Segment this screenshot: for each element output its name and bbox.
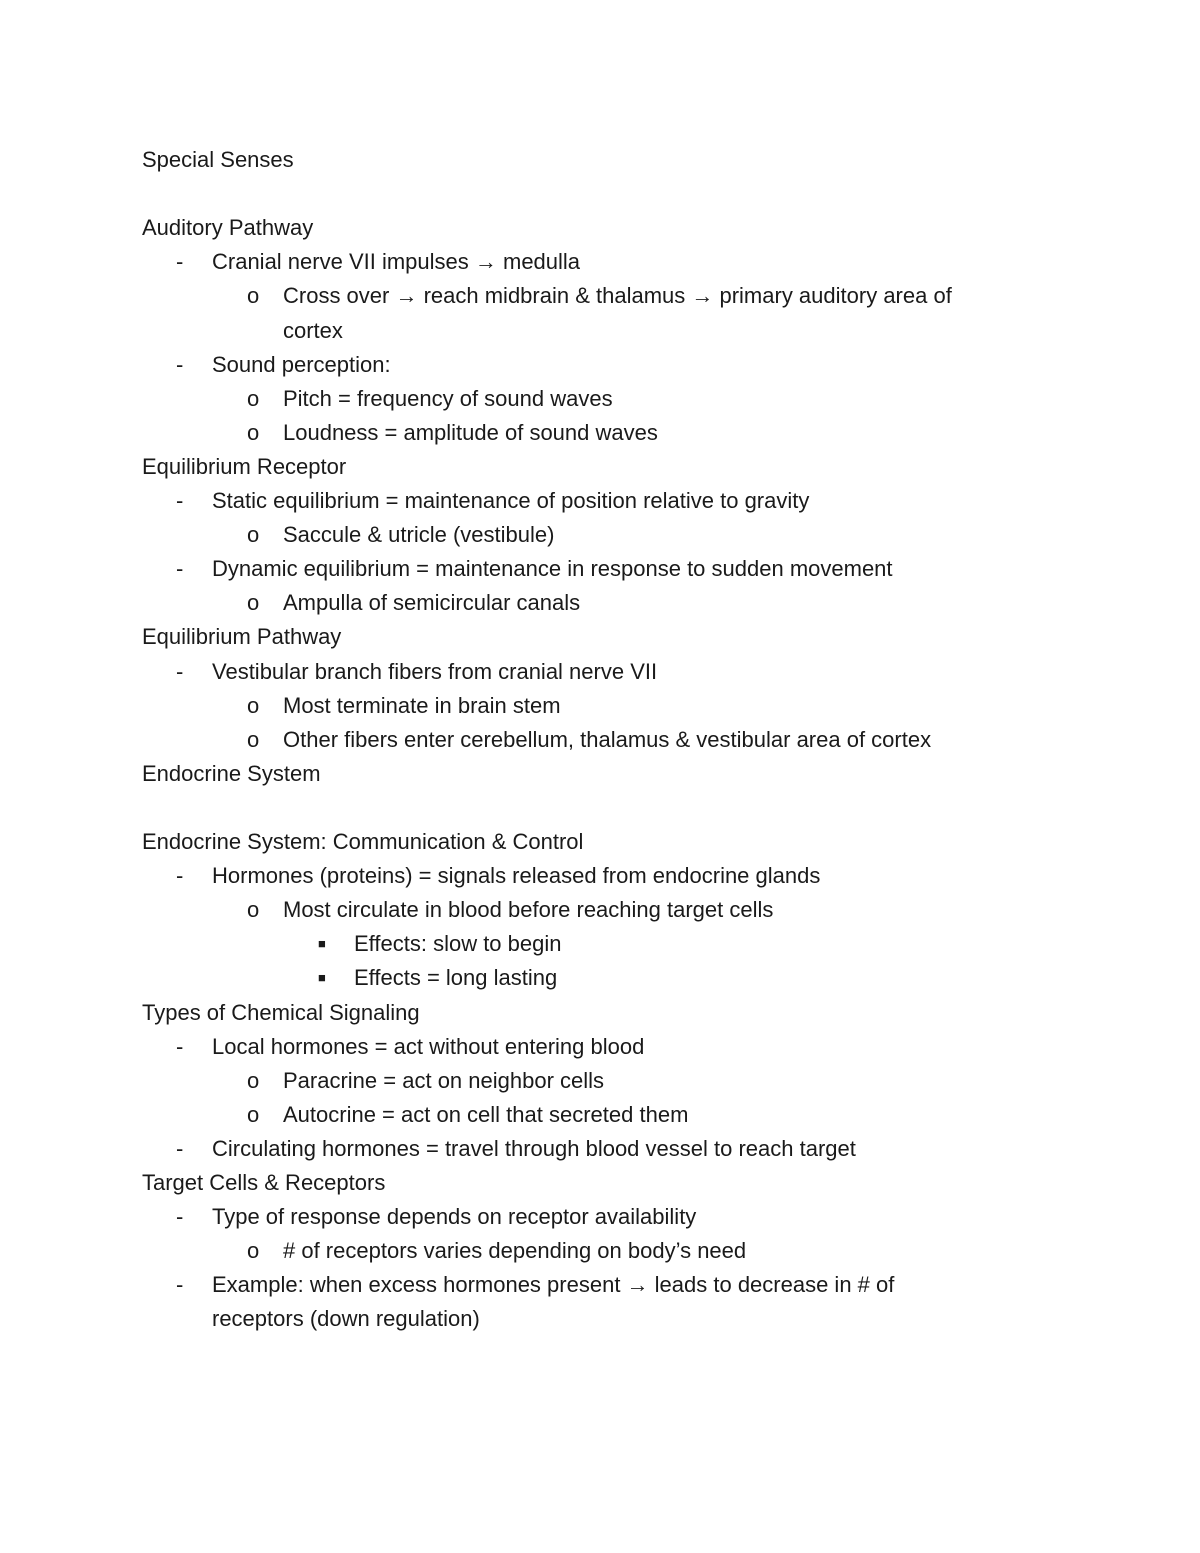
line-text: Endocrine System: Communication & Control <box>142 829 584 854</box>
bullet-marker: - <box>176 351 184 377</box>
line-text: Pitch = frequency of sound waves <box>283 385 613 411</box>
bullet-marker: ■ <box>318 970 326 986</box>
line-text: Circulating hormones = travel through blood vessel to reach target <box>212 1135 856 1161</box>
outline-item <box>0 520 1200 550</box>
outline-item <box>0 486 1200 516</box>
outline-item <box>0 1032 1200 1062</box>
outline-item <box>0 861 1200 891</box>
bullet-marker: - <box>176 658 184 684</box>
line-text: Most circulate in blood before reaching target cells <box>283 897 774 923</box>
outline-heading <box>0 793 1200 823</box>
bullet-marker: - <box>176 1204 184 1230</box>
line-text: Other fibers enter cerebellum, thalamus & vestibular area of cortex <box>283 726 932 752</box>
line-text: Sound perception: <box>212 351 391 377</box>
line-text: Cross over → reach midbrain & thalamus → primary auditory area of <box>283 283 952 309</box>
outline-item <box>0 1304 1200 1334</box>
line-text: Static equilibrium = maintenance of position relative to gravity <box>212 488 810 513</box>
line-text: Cranial nerve VII impulses → medulla <box>212 249 581 275</box>
outline-item <box>0 1270 1200 1300</box>
outline-heading <box>0 827 1200 857</box>
line-text: Paracrine = act on neighbor cells <box>283 1067 605 1093</box>
outline-item <box>0 1066 1200 1096</box>
bullet-marker: o <box>247 1067 260 1093</box>
outline-item <box>0 691 1200 721</box>
outline-item <box>0 657 1200 687</box>
bullet-marker: o <box>247 590 260 616</box>
bullet-marker: o <box>247 283 260 309</box>
outline-item <box>0 929 1200 959</box>
outline-item <box>0 1202 1200 1232</box>
line-text: Types of Chemical Signaling <box>142 999 420 1025</box>
bullet-marker: o <box>247 385 260 411</box>
line-text: Local hormones = act without entering blood <box>212 1033 645 1059</box>
line-text: Saccule & utricle (vestibule) <box>283 522 555 548</box>
line-text: receptors (down regulation) <box>212 1306 480 1332</box>
line-text: Effects: slow to begin <box>354 931 562 957</box>
line-text: Endocrine System <box>142 760 321 786</box>
line-text: Equilibrium Receptor <box>142 453 347 479</box>
outline-item <box>0 725 1200 755</box>
bullet-marker: - <box>176 1272 184 1298</box>
bullet-marker: - <box>176 556 184 582</box>
outline-item <box>0 247 1200 277</box>
outline-item <box>0 588 1200 618</box>
line-text: Example: when excess hormones present → leads to decrease in # of <box>212 1272 895 1298</box>
line-text: Dynamic equilibrium = maintenance in response to sudden movement <box>212 556 893 582</box>
bullet-marker: - <box>176 1135 184 1161</box>
line-text: Autocrine = act on cell that secreted them <box>283 1101 689 1127</box>
line-text: Ampulla of semicircular canals <box>283 590 581 616</box>
outline-item <box>0 895 1200 925</box>
bullet-marker: - <box>176 249 184 275</box>
outline-heading <box>0 1168 1200 1198</box>
outline-item <box>0 418 1200 448</box>
line-text: Most terminate in brain stem <box>283 692 561 718</box>
bullet-marker: o <box>247 522 260 548</box>
outline-item <box>0 1134 1200 1164</box>
bullet-marker: o <box>247 1238 260 1264</box>
outline-item <box>0 1100 1200 1130</box>
line-text: Auditory Pathway <box>142 215 314 241</box>
outline-heading <box>0 998 1200 1028</box>
outline-heading <box>0 213 1200 243</box>
outline-item <box>0 1236 1200 1266</box>
outline-item <box>0 316 1200 346</box>
outline-heading <box>0 452 1200 482</box>
outline-heading <box>0 179 1200 209</box>
bullet-marker: o <box>247 419 260 445</box>
outline-item <box>0 963 1200 993</box>
bullet-marker: - <box>176 863 184 889</box>
bullet-marker: - <box>176 488 184 513</box>
line-text: Special Senses <box>142 147 294 172</box>
bullet-marker: o <box>247 726 260 752</box>
outline-heading <box>0 145 1200 175</box>
outline-item <box>0 554 1200 584</box>
bullet-marker: o <box>247 1101 260 1127</box>
bullet-marker: - <box>176 1033 184 1059</box>
line-text: Vestibular branch fibers from cranial nerve VII <box>212 658 658 684</box>
bullet-marker: ■ <box>318 936 326 952</box>
line-text: Type of response depends on receptor availability <box>212 1204 697 1230</box>
line-text: Hormones (proteins) = signals released from endocrine glands <box>212 863 821 889</box>
outline-heading <box>0 622 1200 652</box>
outline-item <box>0 350 1200 380</box>
line-text: Equilibrium Pathway <box>142 624 342 650</box>
outline-item <box>0 384 1200 414</box>
line-text: # of receptors varies depending on body’s need <box>283 1238 747 1264</box>
bullet-marker: o <box>247 897 260 923</box>
line-text: cortex <box>283 317 343 343</box>
line-text: Target Cells & Receptors <box>142 1170 386 1195</box>
outline-item <box>0 281 1200 311</box>
outline-heading <box>0 759 1200 789</box>
line-text: Effects = long lasting <box>354 965 558 991</box>
bullet-marker: o <box>247 692 260 718</box>
line-text: Loudness = amplitude of sound waves <box>283 419 658 445</box>
